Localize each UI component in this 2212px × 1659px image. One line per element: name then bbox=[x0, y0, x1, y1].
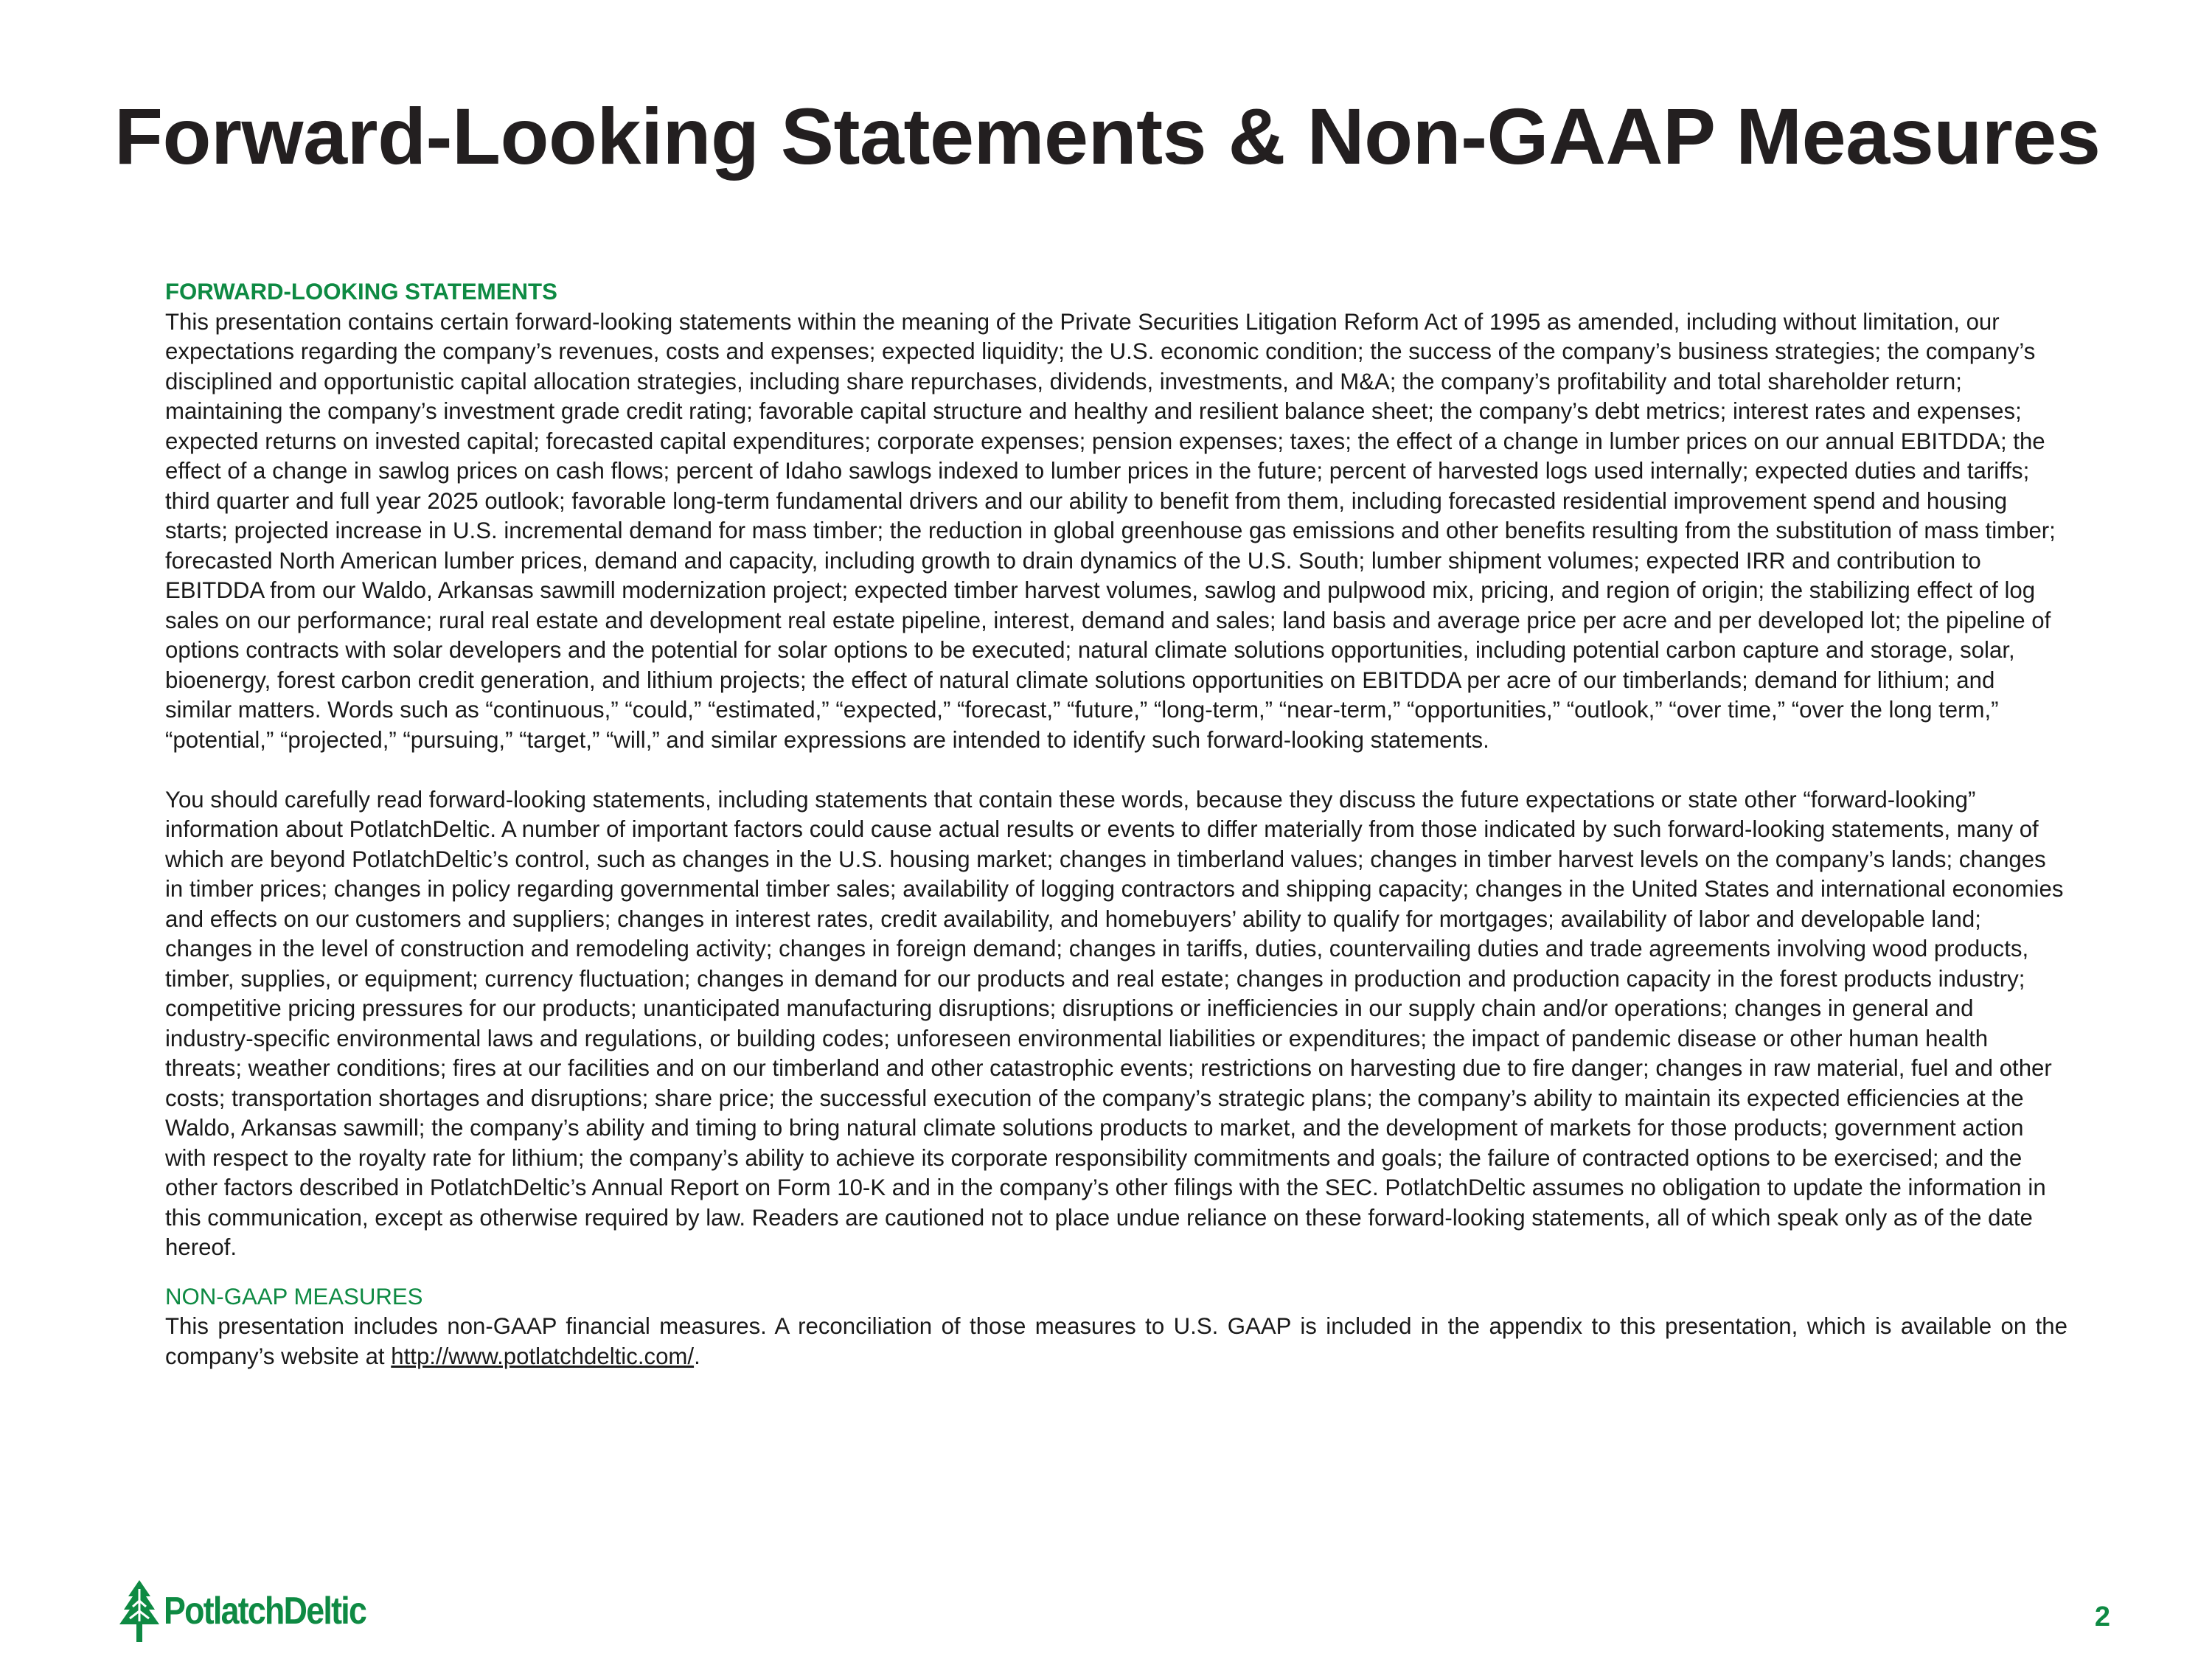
forward-looking-paragraph-2: You should carefully read forward-looking statements, including statements that contain these words, because they discuss the future expectations or state other “forward-looking” information about PotlatchDeltic. A number of important factors could cause actual results or events to differ materially from those indicated by such forward-looking statements, many of which are beyond PotlatchDeltic’s control, such as changes in the U.S. housing market; changes in timberland values; changes in timber harvest levels on the company’s lands; changes in timber prices; changes in policy regarding governmental timber sales; availability of logging contractors and shipping capacity; changes in the United States and international economies and effects on our customers and suppliers; changes in interest rates, credit availability, and homebuyers’ ability to qualify for mortgages; availability of labor and developable land; changes in the level of construction and remodeling activity; changes in foreign demand; changes in tariffs, duties, countervailing duties and trade agreements involving wood products, timber, supplies, or equipment; currency fluctuation; changes in demand for our products and real estate; changes in production and production capacity in the forest products industry; competitive pricing pressures for our products; unanticipated manufacturing disruptions; disruptions or inefficiencies in our supply chain and/or operations; changes in general and industry-specific environmental laws and regulations, or building codes; unforeseen environmental liabilities or expenditures; the impact of pandemic disease or other human health threats; weather conditions; fires at our facilities and on our timberland and other catastrophic events; restrictions on harvesting due to fire danger; changes in raw material, fuel and other costs; transportation shortages and disruptions; share price; the successful execution of the company’s strategic plans; the company’s ability to maintain its expected efficiencies at the Waldo, Arkansas sawmill; the company’s ability and timing to bring natural climate solutions products to market, and the development of markets for those products; government action with respect to the royalty rate for lithium; the company’s ability to achieve its corporate responsibility commitments and goals; the failure of contracted options to be exercised; and the other factors described in PotlatchDeltic’s Annual Report on Form 10-K and in the company’s other filings with the SEC. PotlatchDeltic assumes no obligation to update the information in this communication, except as otherwise required by law. Readers are cautioned not to place undue reliance on these forward-looking statements, all of which speak only as of the date hereof. bbox=[165, 786, 2064, 1260]
page-title: Forward-Looking Statements & Non-GAAP Measures bbox=[114, 91, 2101, 181]
non-gaap-paragraph bbox=[165, 1312, 2067, 1371]
non-gaap-heading: NON-GAAP MEASURES bbox=[165, 1283, 423, 1310]
non-gaap-text-end: . bbox=[694, 1343, 700, 1369]
non-gaap-text: This presentation includes non-GAAP financial measures. A reconciliation of those measures to U.S. GAAP is included in the appendix to this presentation, which is available on the company’s website at bbox=[165, 1313, 2067, 1369]
page-number: 2 bbox=[2094, 1601, 2110, 1632]
tree-icon bbox=[118, 1579, 161, 1644]
forward-looking-paragraph-1: This presentation contains certain forward-looking statements within the meaning of the Private Securities Litigation Reform Act of 1995 as amended, including without limitation, our expectations regarding the company’s revenues, costs and expenses; expected liquidity; the U.S. economic condition; the success of the company’s business strategies; the company’s disciplined and opportunistic capital allocation strategies, including share repurchases, dividends, investments, and M&A; the company’s profitability and total shareholder return; maintaining the company’s investment grade credit rating; favorable capital structure and healthy and resilient balance sheet; the company’s debt metrics; interest rates and expenses; expected returns on invested capital; forecasted capital expenditures; corporate expenses; pension expenses; taxes; the effect of a change in lumber prices on our annual EBITDDA; the effect of a change in sawlog prices on cash flows; percent of Idaho sawlogs indexed to lumber prices in the future; percent of harvested logs used internally; expected duties and tariffs; third quarter and full year 2025 outlook; favorable long-term fundamental drivers and our ability to benefit from them, including forecasted residential improvement spend and housing starts; projected increase in U.S. incremental demand for mass timber; the reduction in global greenhouse gas emissions and other benefits resulting from the substitution of mass timber; forecasted North American lumber prices, demand and capacity, including growth to drain dynamics of the U.S. South; lumber shipment volumes; expected IRR and contribution to EBITDDA from our Waldo, Arkansas sawmill modernization project; expected timber harvest volumes, sawlog and pulpwood mix, pricing, and region of origin; the stabilizing effect of log sales on our performance; rural real estate and development real estate pipeline, interest, demand and sales; land basis and average price per acre and per developed lot; the pipeline of options contracts with solar developers and the potential for solar options to be executed; natural climate solutions opportunities, including potential carbon capture and storage, solar, bioenergy, forest carbon credit generation, and lithium projects; the effect of natural climate solutions opportunities on EBITDDA per acre of our timberlands; demand for lithium; and similar matters. Words such as “continuous,” “could,” “estimated,” “expected,” “forecast,” “future,” “long-term,” “near-term,” “opportunities,” “outlook,” “over time,” “over the long term,” “potential,” “projected,” “pursuing,” “target,” “will,” and similar expressions are intended to identify such forward-looking statements. bbox=[165, 308, 2056, 753]
main-content bbox=[165, 277, 2067, 1371]
forward-looking-heading: FORWARD-LOOKING STATEMENTS bbox=[165, 279, 557, 305]
logo-wordmark: PotlatchDeltic bbox=[164, 1590, 366, 1632]
company-website-link[interactable]: http://www.potlatchdeltic.com/ bbox=[391, 1343, 695, 1369]
company-logo bbox=[118, 1578, 399, 1644]
